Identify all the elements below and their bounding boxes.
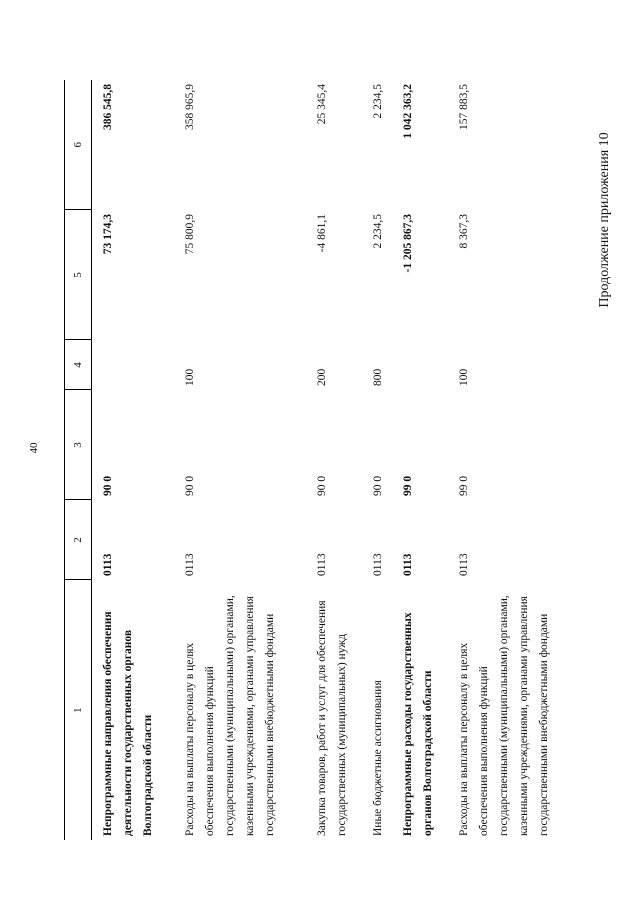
table-row — [452, 80, 584, 840]
row-change: 73 174,3 — [102, 214, 114, 255]
row-section: 0113 — [102, 553, 114, 576]
table-row — [366, 80, 396, 840]
header-col-6: 6 — [65, 80, 92, 210]
row-type — [92, 340, 179, 390]
row-section: 0113 — [371, 553, 384, 576]
row-change: 8 367,3 — [458, 214, 471, 249]
row-target: 90 0 — [184, 475, 197, 496]
row-section: 0113 — [316, 553, 329, 576]
row-type: 800 — [371, 368, 384, 386]
header-col-1: 1 — [65, 580, 92, 840]
table-row — [396, 80, 452, 840]
row-name: Непрограммные расходы государственных органов Волгоградской области — [402, 612, 435, 836]
table-container — [64, 80, 584, 840]
row-name: Иные бюджетные ассигнования — [371, 680, 384, 836]
row-name: Непрограммные направления обеспечения деятельности государственных органов Волгоградской области — [102, 611, 154, 836]
header-col-4: 4 — [65, 340, 92, 390]
row-type: 200 — [316, 368, 329, 386]
row-type: 100 — [184, 368, 197, 386]
header-col-5: 5 — [65, 210, 92, 340]
row-change: 75 800,9 — [184, 214, 197, 255]
table-row — [310, 80, 366, 840]
row-target: 90 0 — [371, 475, 384, 496]
row-type — [396, 340, 452, 390]
row-section: 0113 — [402, 553, 415, 576]
row-change: -1 205 867,3 — [402, 214, 415, 273]
row-name: Расходы на выплаты персоналу в целях обеспечения выполнения функций государственными (муниципальными) органами, казенными учреждениями, органами управления государственными внебюджетными фондами — [458, 595, 551, 836]
row-total: 1 042 363,2 — [402, 84, 415, 139]
row-total: 25 345,4 — [316, 84, 329, 125]
appendix-title: Продолжение приложения 10 — [597, 132, 612, 308]
row-name: Закупка товаров, работ и услуг для обеспечения государственных (муниципальных) нужд — [316, 600, 349, 836]
budget-table — [64, 80, 584, 840]
row-target: 90 0 — [102, 475, 114, 496]
header-col-3: 3 — [65, 390, 92, 500]
row-type: 100 — [458, 368, 471, 386]
table-row — [178, 80, 310, 840]
row-section: 0113 — [458, 553, 471, 576]
row-total: 358 965,9 — [184, 84, 197, 130]
row-total: 157 883,5 — [458, 84, 471, 130]
row-change: 2 234,5 — [371, 214, 384, 249]
row-name: Расходы на выплаты персоналу в целях обеспечения выполнения функций государственными (муниципальными) органами, казенными учреждениями, органами управления государственными внебюджетными фондами — [184, 595, 277, 836]
page-number: 40 — [28, 442, 40, 454]
row-section: 0113 — [184, 553, 197, 576]
header-col-2: 2 — [65, 500, 92, 580]
header-row — [65, 80, 92, 840]
row-target: 90 0 — [316, 475, 329, 496]
row-target: 99 0 — [402, 475, 415, 496]
row-total: 386 545,8 — [102, 84, 114, 130]
row-total: 2 234,5 — [371, 84, 384, 119]
row-target: 99 0 — [458, 475, 471, 496]
row-change: -4 861,1 — [316, 214, 329, 253]
table-row — [92, 80, 179, 840]
